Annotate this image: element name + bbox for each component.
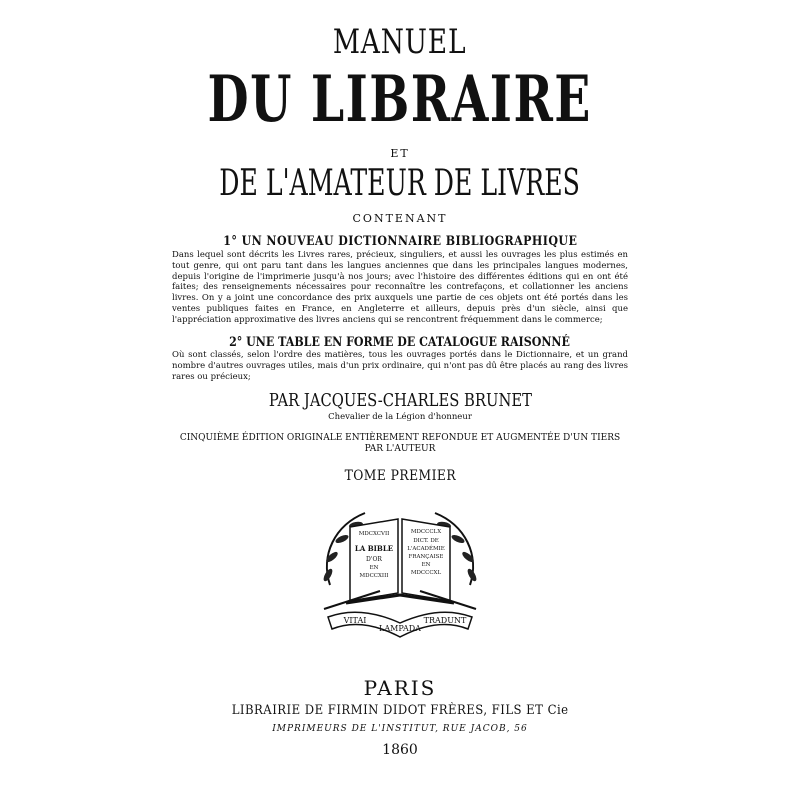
section2-text: Où sont classés, selon l'ordre des matières, tous les ouvrages portés dans le Dictionnaire, et un grand nombre d'autres ouvrages utiles, mais d'un prix ordinaire, qui n'ont pas dû être placés au rang des livres rares ou précieux; bbox=[172, 350, 628, 382]
right-book-line5: EN bbox=[421, 562, 431, 568]
right-book-line4: FRANÇAISE bbox=[408, 554, 444, 560]
right-book-line1: MDCCCLX bbox=[410, 529, 442, 535]
section1-text: Dans lequel sont décrits les Livres rares, précieux, singuliers, et aussi les ouvrages les plus estimés en tout genre, qui ont paru tant dans les langues anciennes que dans les principales langues modernes, depuis l'origine de l'imprimerie jusqu'à nos jours; avec l'histoire des différentes éditions qui en ont été faites; des renseignements nécessaires pour reconnaître les contrefaçons, et collationner les anciens livres. On y a joint une concordance des prix auxquels une partie de ces objets ont été portés dans les ventes publiques faites en France, en Angleterre et ailleurs, depuis près d'un siècle, ainsi que l'appréciation approximative des livres anciens qui se rencontrent fréquemment dans le commerce; bbox=[172, 250, 628, 325]
left-book-line2: LA BIBLE bbox=[354, 544, 394, 553]
author-title: Chevalier de la Légion d'honneur bbox=[328, 412, 472, 422]
printer-mark-emblem bbox=[310, 505, 490, 645]
section2-heading: 2° UNE TABLE EN FORME DE CATALOGUE RAISONNÉ bbox=[229, 335, 571, 350]
title-conjunction: ET bbox=[390, 147, 410, 160]
title-amateur: DE L'AMATEUR DE LIVRES bbox=[219, 163, 581, 204]
right-book-line2: DICT. DE bbox=[413, 538, 439, 544]
banner-word2: LAMPADA bbox=[379, 624, 421, 633]
tome-label: TOME PREMIER bbox=[344, 468, 456, 484]
edition-line2: PAR L'AUTEUR bbox=[364, 444, 436, 454]
left-book-line5: MDCCXIII bbox=[359, 573, 389, 579]
banner-word3: TRADUNT bbox=[423, 616, 467, 625]
banner-word1: VITAI bbox=[343, 616, 367, 625]
year: 1860 bbox=[382, 742, 418, 758]
right-book-line6: MDCCCXL bbox=[410, 570, 442, 576]
publisher: LIBRAIRIE DE FIRMIN DIDOT FRÈRES, FILS ET Cie bbox=[231, 703, 569, 718]
title-du-libraire: DU LIBRAIRE bbox=[207, 62, 593, 137]
contenant-label: CONTENANT bbox=[352, 212, 448, 225]
left-book-line1: MDCXCVII bbox=[358, 531, 390, 537]
left-book-line3: D'OR bbox=[366, 556, 382, 563]
section1-heading: 1° UN NOUVEAU DICTIONNAIRE BIBLIOGRAPHIQUE bbox=[222, 234, 578, 249]
author-line: PAR JACQUES-CHARLES BRUNET bbox=[268, 390, 532, 411]
printer-line: IMPRIMEURS DE L'INSTITUT, RUE JACOB, 56 bbox=[272, 724, 528, 734]
city: PARIS bbox=[363, 676, 437, 700]
edition-line1: CINQUIÈME ÉDITION ORIGINALE ENTIÈREMENT REFONDUE ET AUGMENTÉE D'UN TIERS bbox=[179, 433, 621, 443]
right-book-line3: L'ACADÉMIE bbox=[407, 546, 445, 552]
title-manuel: MANUEL bbox=[333, 22, 467, 62]
left-book-line4: EN bbox=[369, 565, 379, 571]
